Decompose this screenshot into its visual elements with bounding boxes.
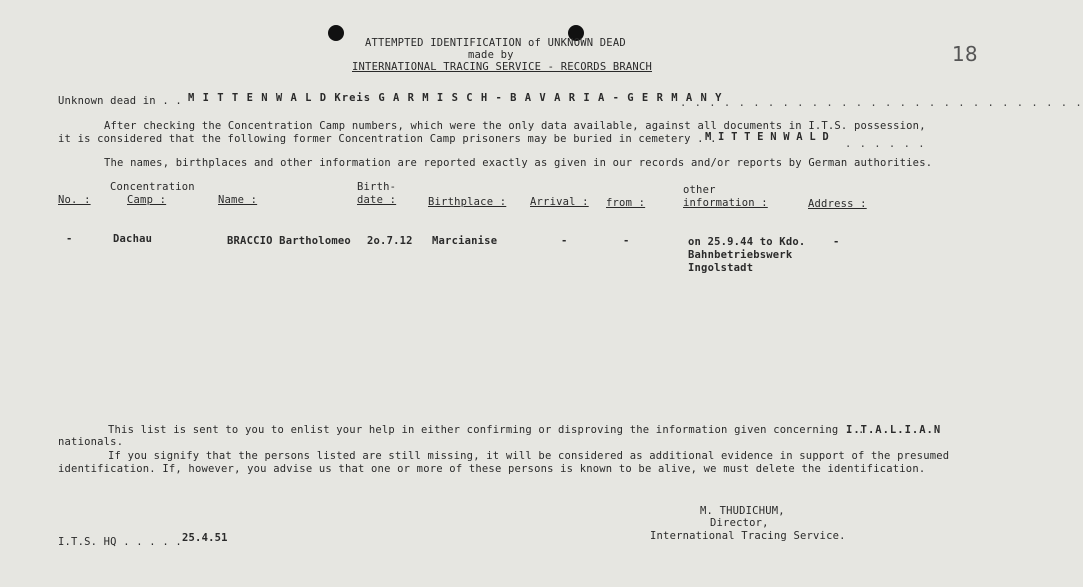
column-header-birthplace: Birthplace :	[428, 196, 507, 208]
row-other-3: Ingolstadt	[688, 262, 754, 274]
row-no: -	[66, 233, 73, 245]
row-camp: Dachau	[113, 233, 153, 245]
column-header-name: Name :	[218, 194, 258, 206]
signer-title: Director,	[710, 517, 769, 529]
column-header-birthdate: date :	[357, 194, 397, 206]
row-name: BRACCIO Bartholomeo	[227, 235, 351, 247]
header-birth-top: Birth-	[357, 181, 397, 193]
closing-line-1b: nationals.	[58, 436, 124, 448]
closing-line-3: identification. If, however, you advise us that one or more of these persons is known to be alive, we must delete the identification.	[58, 463, 926, 475]
location-value: M I T T E N W A L D Kreis G A R M I S C H - B A V A R I A - G E R M A N Y	[188, 92, 723, 104]
intro-trailing-dots: . . . . . .	[845, 138, 926, 150]
intro-line-1: After checking the Concentration Camp numbers, which were the only data available, against all documents in I.T.S. possession,	[104, 120, 926, 132]
column-header-camp: Camp :	[127, 194, 167, 206]
page-number: 18	[952, 42, 978, 66]
punch-hole-left	[328, 25, 344, 41]
closing-nationality: I.T.A.L.I.A.N	[846, 424, 942, 436]
closing-line-2: If you signify that the persons listed are still missing, it will be considered as additional evidence in support of the presumed	[108, 450, 950, 462]
its-hq-label: I.T.S. HQ . . . . .	[58, 536, 182, 548]
column-header-from: from :	[606, 197, 646, 209]
row-from: -	[623, 235, 630, 247]
row-other-1: on 25.9.44 to Kdo.	[688, 236, 806, 248]
column-header-other: information :	[683, 197, 768, 209]
closing-line-1: This list is sent to you to enlist your help in either confirming or disproving the information given concerning . .	[108, 424, 865, 436]
location-dots: . . . . . . . . . . . . . . . . . . . . . . . . . . . .	[680, 97, 1083, 109]
intro-line-3: The names, birthplaces and other information are reported exactly as given in our records and/or reports by German authorities.	[104, 157, 933, 169]
row-address: -	[833, 236, 840, 248]
header-other-top: other	[683, 184, 716, 196]
header-organization: INTERNATIONAL TRACING SERVICE - RECORDS BRANCH	[352, 61, 652, 73]
row-birthplace: Marcianise	[432, 235, 498, 247]
intro-line-2: it is considered that the following former Concentration Camp prisoners may be buried in cemetery . .	[58, 133, 717, 145]
header-camp-top: Concentration	[110, 181, 195, 193]
column-header-arrival: Arrival :	[530, 196, 589, 208]
row-other-2: Bahnbetriebswerk	[688, 249, 793, 261]
row-birthdate: 2o.7.12	[367, 235, 413, 247]
location-label: Unknown dead in . .	[58, 95, 182, 107]
column-header-address: Address :	[808, 198, 867, 210]
its-hq-date: 25.4.51	[182, 532, 228, 544]
header-made-by: made by	[468, 49, 514, 61]
row-arrival: -	[561, 235, 568, 247]
signer-name: M. THUDICHUM,	[700, 505, 785, 517]
intro-cemetery: M I T T E N W A L D	[705, 131, 829, 143]
header-title: ATTEMPTED IDENTIFICATION of UNKNOWN DEAD	[365, 37, 626, 49]
signer-organization: International Tracing Service.	[650, 530, 846, 542]
column-header-no: No. :	[58, 194, 91, 206]
